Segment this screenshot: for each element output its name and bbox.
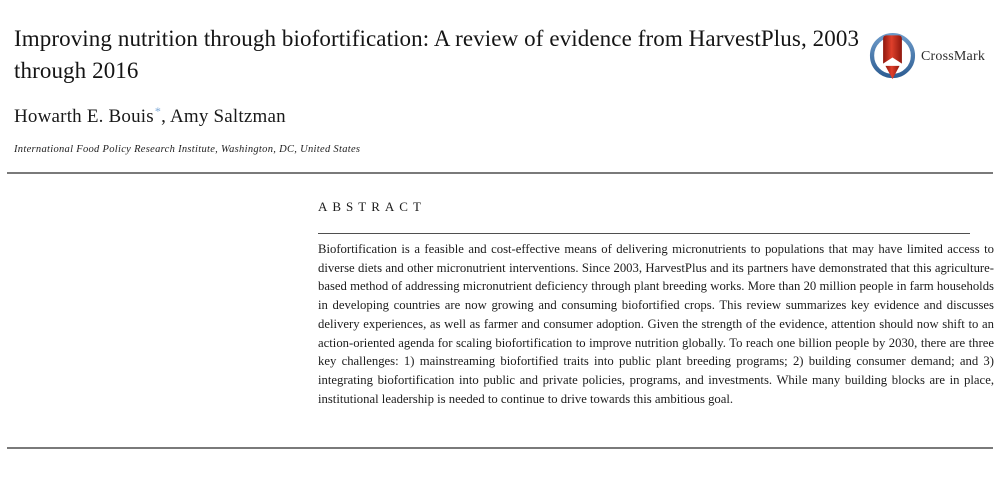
crossmark-icon [869, 32, 916, 82]
bottom-divider [7, 447, 993, 449]
author-name-first: Howarth E. Bouis [14, 106, 154, 127]
abstract-heading: ABSTRACT [318, 199, 426, 214]
paper-title: Improving nutrition through biofortification: A review of evidence from HarvestPlus, 2003 through 2016 [14, 26, 860, 83]
top-divider [7, 172, 993, 174]
abstract-divider [318, 233, 970, 234]
author-name-rest: , Amy Saltzman [161, 106, 286, 127]
affiliation-line: International Food Policy Research Institute, Washington, DC, United States [14, 144, 361, 155]
author-line [14, 106, 286, 128]
abstract-section [318, 200, 994, 408]
corresponding-author-mark: * [154, 104, 162, 118]
abstract-body: Biofortification is a feasible and cost-effective means of delivering micronutrients to populations that may have limited access to diverse diets and other micronutrient interventions. Since 2003, HarvestPlus and its partners have demonstrated that this agriculture-based method of addressing micronutrient deficiency through plant breeding works. More than 20 million people in farm households in developing countries are now growing and consuming biofortified crops. This review summarizes key evidence and discusses delivery experiences, as well as farmer and consumer adoption. Given the strength of the evidence, attention should now shift to an action-oriented agenda for scaling biofortification to improve nutrition globally. To reach one billion people by 2030, there are three key challenges: 1) mainstreaming biofortified traits into public plant breeding programs; 2) building consumer demand; and 3) integrating biofortification into public and private policies, programs, and investments. While many building blocks are in place, institutional leadership is needed to continue to drive towards this ambitious goal. [318, 242, 994, 406]
crossmark-label: CrossMark [921, 49, 986, 64]
crossmark-button[interactable] [869, 32, 985, 82]
